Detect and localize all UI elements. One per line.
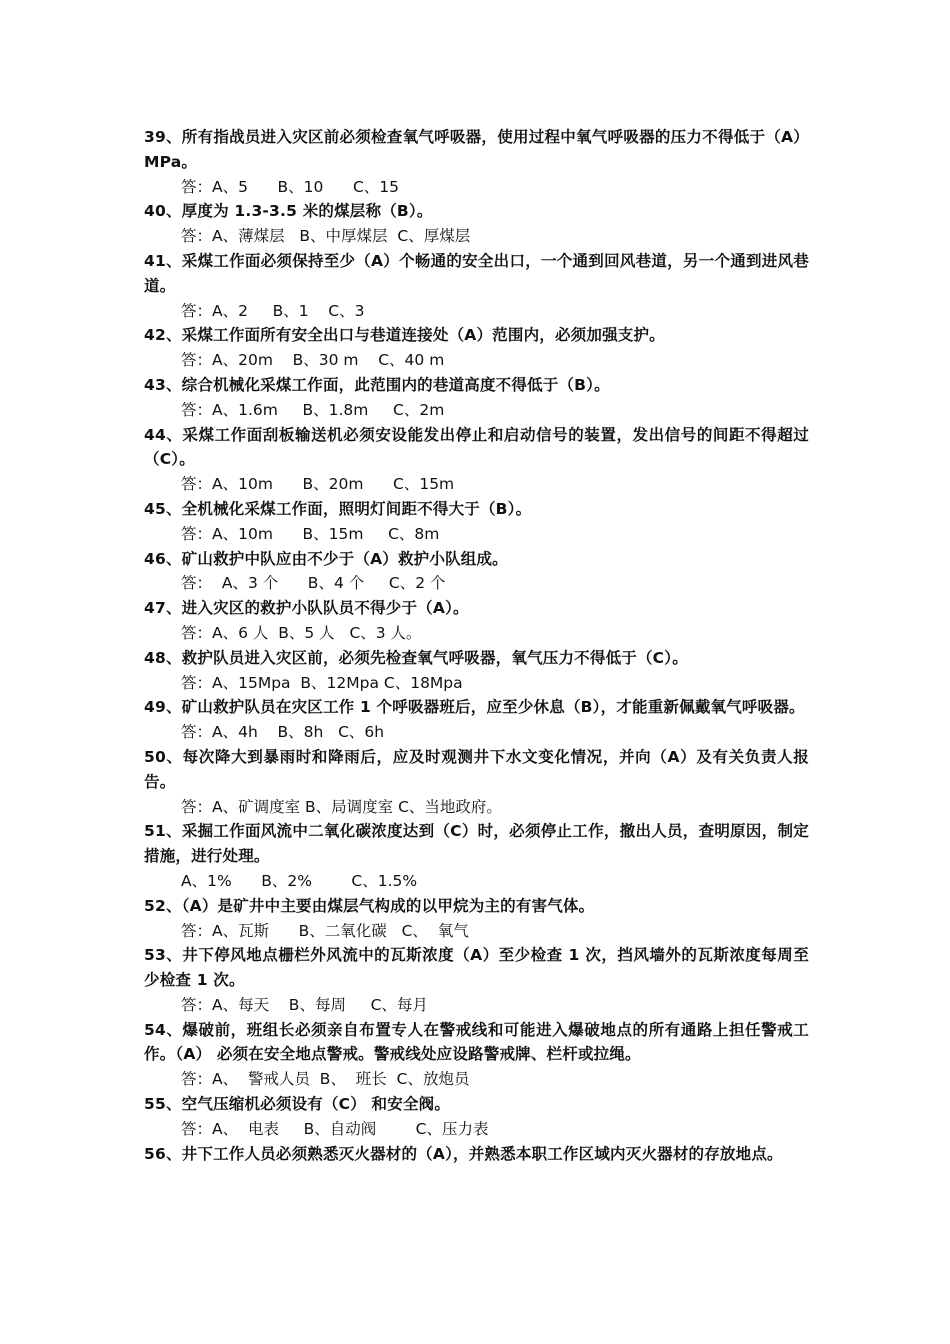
question-44: 44、采煤工作面刮板输送机必须安设能发出停止和启动信号的装置，发出信号的间距不得超过（C）。 — [144, 425, 809, 469]
question-50: 50、每次降大到暴雨时和降雨后，应及时观测井下水文变化情况，并向（A）及有关负责人报告。 — [144, 747, 809, 791]
answer-39: 答：A、5 B、10 C、15 — [181, 177, 399, 196]
question-54: 54、爆破前，班组长必须亲自布置专人在警戒线和可能进入爆破地点的所有通路上担任警戒工作。（A） 必须在安全地点警戒。警戒线处应设路警戒牌、栏杆或拉绳。 — [144, 1020, 809, 1064]
question-49: 49、矿山救护队员在灾区工作 1 个呼吸器班后，应至少休息（B），才能重新佩戴氧气呼吸器。 — [144, 698, 805, 717]
question-42: 42、采煤工作面所有安全出口与巷道连接处（A）范围内，必须加强支护。 — [144, 326, 665, 345]
answer-53: 答：A、每天 B、每周 C、每月 — [181, 995, 428, 1014]
answer-51: A、1% B、2% C、1.5% — [181, 871, 418, 890]
answer-44: 答：A、10m B、20m C、15m — [181, 475, 455, 494]
answer-42: 答：A、20m B、30 m C、40 m — [181, 351, 445, 370]
answer-55: 答：A、 电表 B、自动阀 C、压力表 — [181, 1119, 489, 1138]
answer-46: 答： A、3 个 B、4 个 C、2 个 — [181, 574, 446, 593]
answer-49: 答：A、4h B、8h C、6h — [181, 723, 385, 742]
answer-41: 答：A、2 B、1 C、3 — [181, 301, 365, 320]
question-56: 56、井下工作人员必须熟悉灭火器材的（A），并熟悉本职工作区域内灭火器材的存放地点。 — [144, 1144, 783, 1163]
answer-45: 答：A、10m B、15m C、8m — [181, 524, 440, 543]
question-55: 55、空气压缩机必须设有（C） 和安全阀。 — [144, 1095, 451, 1114]
question-39: 39、所有指战员进入灾区前必须检查氧气呼吸器，使用过程中氧气呼吸器的压力不得低于（A）MPa。 — [144, 128, 809, 171]
question-47: 47、进入灾区的救护小队队员不得少于（A）。 — [144, 599, 469, 618]
answer-54: 答：A、 警戒人员 B、 班长 C、放炮员 — [181, 1070, 470, 1089]
question-40: 40、厚度为 1.3-3.5 米的煤层称（B）。 — [144, 202, 433, 221]
answer-40: 答：A、薄煤层 B、中厚煤层 C、厚煤层 — [181, 227, 471, 246]
question-41: 41、采煤工作面必须保持至少（A）个畅通的安全出口，一个通到回风巷道，另一个通到进风巷道。 — [144, 251, 809, 295]
answer-47: 答：A、6 人 B、5 人 C、3 人。 — [181, 623, 422, 642]
question-48: 48、救护队员进入灾区前，必须先检查氧气呼吸器，氧气压力不得低于（C）。 — [144, 648, 688, 667]
question-51: 51、采掘工作面风流中二氧化碳浓度达到（C）时，必须停止工作，撤出人员，查明原因，制定措施，进行处理。 — [144, 822, 809, 866]
question-46: 46、矿山救护中队应由不少于（A）救护小队组成。 — [144, 549, 508, 568]
question-45: 45、全机械化采煤工作面，照明灯间距不得大于（B）。 — [144, 499, 532, 518]
question-52: 52、（A）是矿井中主要由煤层气构成的以甲烷为主的有害气体。 — [144, 896, 595, 915]
question-43: 43、综合机械化采煤工作面，此范围内的巷道高度不得低于（B）。 — [144, 375, 610, 394]
answer-43: 答：A、1.6m B、1.8m C、2m — [181, 400, 445, 419]
answer-52: 答：A、瓦斯 B、二氧化碳 C、 氧气 — [181, 921, 469, 940]
answer-50: 答：A、矿调度室 B、局调度室 C、当地政府。 — [181, 797, 502, 816]
question-53: 53、井下停风地点栅栏外风流中的瓦斯浓度（A）至少检查 1 次，挡风墙外的瓦斯浓度每周至少检查 1 次。 — [144, 946, 809, 990]
question-list — [144, 125, 809, 1166]
answer-48: 答：A、15Mpa B、12Mpa C、18Mpa — [181, 673, 463, 692]
